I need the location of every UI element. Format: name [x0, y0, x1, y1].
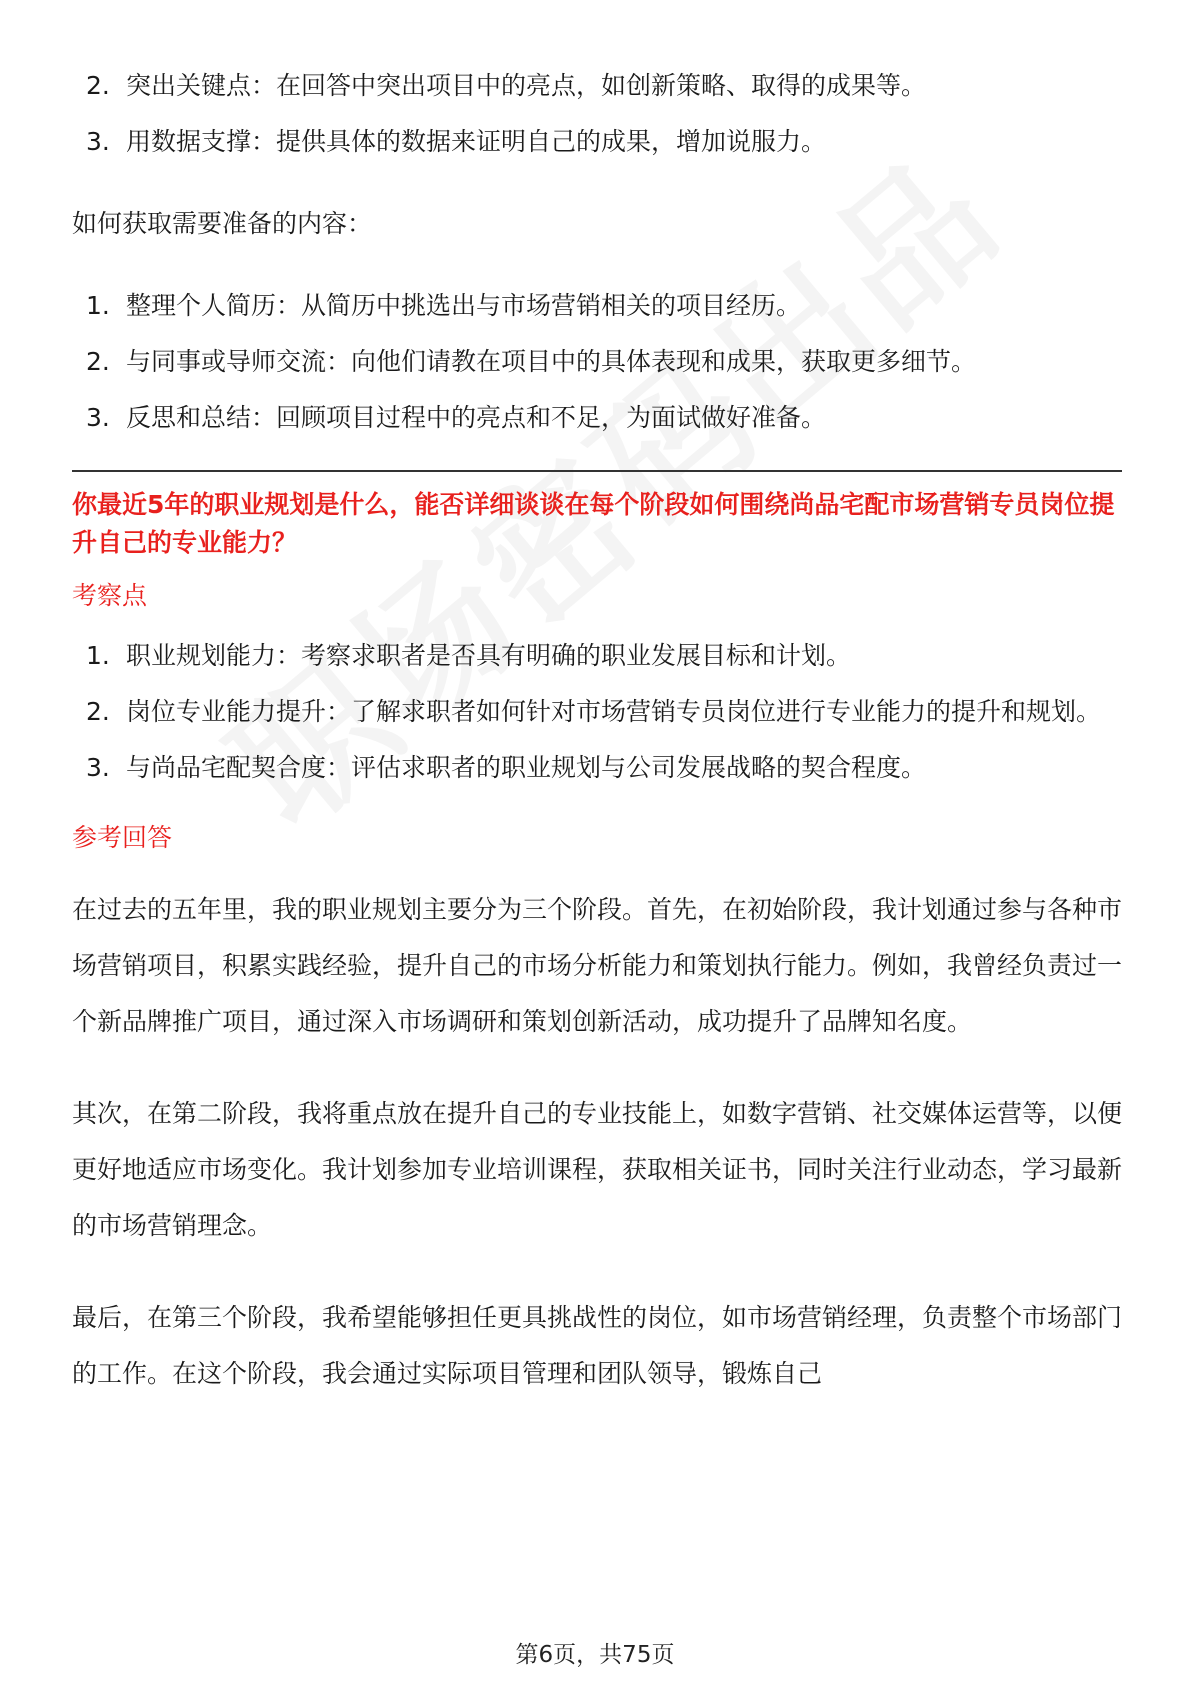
- section-intro: 如何获取需要准备的内容：: [72, 209, 373, 238]
- exam-points-heading: 考察点: [72, 581, 148, 610]
- list-text: 反思和总结：回顾项目过程中的亮点和不足，为面试做好准备。: [126, 403, 827, 432]
- section-divider: [72, 470, 1122, 472]
- list-number: 1.: [86, 291, 110, 320]
- list-item: [72, 628, 1132, 684]
- list-text: 岗位专业能力提升：了解求职者如何针对市场营销专员岗位进行专业能力的提升和规划。: [126, 697, 1102, 726]
- list-text: 突出关键点：在回答中突出项目中的亮点，如创新策略、取得的成果等。: [126, 71, 927, 100]
- list-item: [72, 684, 1132, 740]
- page-content: [72, 58, 1132, 1402]
- list-continued: [72, 58, 1132, 170]
- list-item: [72, 334, 1132, 390]
- answer-paragraph: 最后，在第三个阶段，我希望能够担任更具挑战性的岗位，如市场营销经理，负责整个市场部门的工作。在这个阶段，我会通过实际项目管理和团队领导，锻炼自己: [72, 1303, 1123, 1388]
- list-item: [72, 390, 1132, 446]
- prep-list: [72, 278, 1132, 446]
- list-number: 2.: [86, 71, 110, 100]
- answer-paragraph: 其次，在第二阶段，我将重点放在提升自己的专业技能上，如数字营销、社交媒体运营等，以便更好地适应市场变化。我计划参加专业培训课程，获取相关证书，同时关注行业动态，学习最新的市场营销理念。: [72, 1099, 1123, 1240]
- list-number: 1.: [86, 641, 110, 670]
- list-item: [72, 278, 1132, 334]
- list-text: 职业规划能力：考察求职者是否具有明确的职业发展目标和计划。: [126, 641, 852, 670]
- question-title: 你最近5年的职业规划是什么，能否详细谈谈在每个阶段如何围绕尚品宅配市场营销专员岗位提升自己的专业能力？: [72, 490, 1115, 557]
- exam-points-list: [72, 628, 1132, 796]
- answer-paragraph: 在过去的五年里，我的职业规划主要分为三个阶段。首先，在初始阶段，我计划通过参与各种市场营销项目，积累实践经验，提升自己的市场分析能力和策划执行能力。例如，我曾经负责过一个新品牌推广项目，通过深入市场调研和策划创新活动，成功提升了品牌知名度。: [72, 895, 1123, 1036]
- list-number: 3.: [86, 403, 110, 432]
- list-number: 2.: [86, 697, 110, 726]
- page-footer: 第6页，共75页: [515, 1642, 675, 1668]
- list-number: 2.: [86, 347, 110, 376]
- list-item: [72, 114, 1132, 170]
- list-item: [72, 58, 1132, 114]
- list-text: 用数据支撑：提供具体的数据来证明自己的成果，增加说服力。: [126, 127, 827, 156]
- list-text: 与同事或导师交流：向他们请教在项目中的具体表现和成果，获取更多细节。: [126, 347, 977, 376]
- list-text: 与尚品宅配契合度：评估求职者的职业规划与公司发展战略的契合程度。: [126, 753, 927, 782]
- list-number: 3.: [86, 127, 110, 156]
- list-item: [72, 740, 1132, 796]
- reference-answer-heading: 参考回答: [72, 823, 173, 852]
- list-text: 整理个人简历：从简历中挑选出与市场营销相关的项目经历。: [126, 291, 802, 320]
- list-number: 3.: [86, 753, 110, 782]
